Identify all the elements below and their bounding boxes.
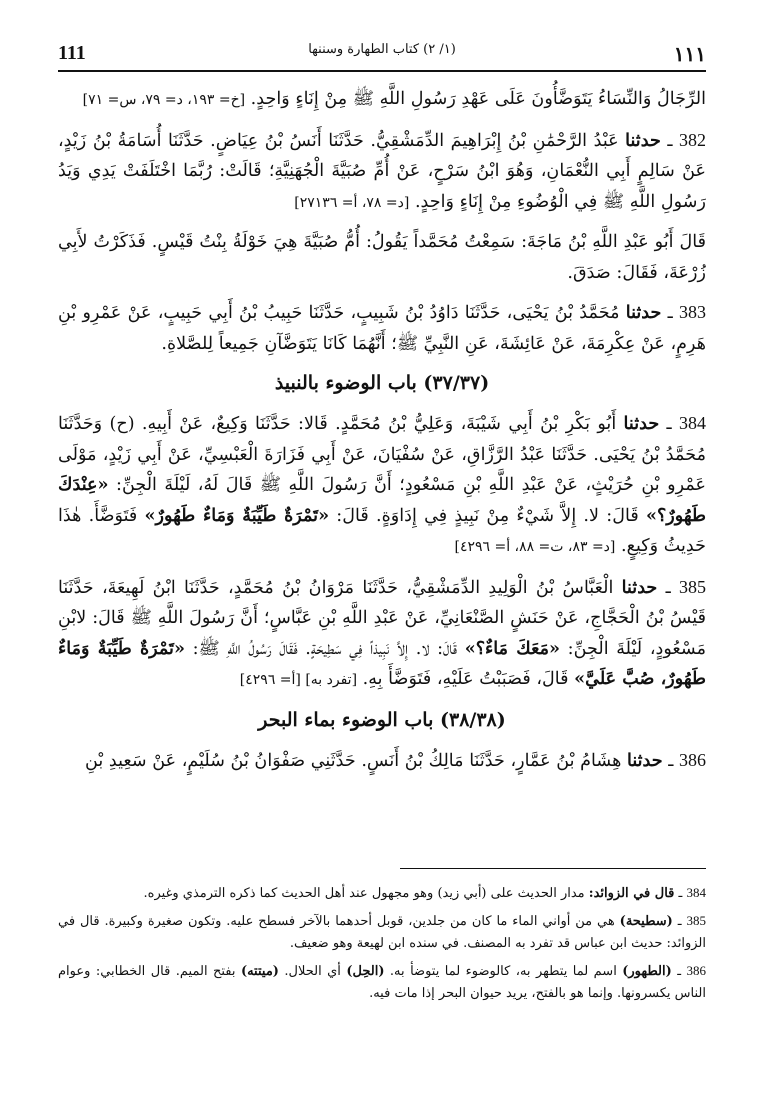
hadith-number: 384 — [679, 413, 706, 433]
footnote-number: 385 — [686, 913, 707, 928]
hadith-386: 386 ـ حدثنا هِشَامُ بْنُ عَمَّارٍ، حَدَّثَنَا مَالِكُ بْنُ أَنَسٍ. حَدَّثَنِي صَفْوَانُ بْنُ سُلَيْمٍ، عَنْ سَعِيدِ بْنِ — [84, 749, 706, 771]
hadith-text: هِشَامُ بْنُ عَمَّارٍ، حَدَّثَنَا مَالِكُ بْنُ أَنَسٍ. حَدَّثَنِي صَفْوَانُ بْنُ سُلَيْمٍ، عَنْ سَعِيدِ بْنِ — [84, 750, 622, 771]
hadith-number: 386 — [679, 749, 706, 770]
hadith-text: عَبْدُ الرَّحْمَٰنِ بْنُ إِبْرَاهِيمَ الدِّمَشْقِيُّ. حَدَّثَنَا أَنَسُ بْنُ عِيَاضٍ. حَدَّثَنَا أُسَامَةُ بْنُ زَيْدٍ، عَنْ سَالِمٍ أَبِي النُّعْمَانِ، وَهُوَ ابْنُ سَرْحٍ، عَنْ أُمِّ صُبَيَّةَ الْجُهَنِيَّةِ؛ قَالَتْ: رُبَّمَا اخْتَلَفَتْ يَدِي وَيَدُ رَسُولِ اللَّهِ ﷺ فِي الْوُضُوءِ مِنْ إِنَاءٍ وَاحِدٍ. — [58, 130, 706, 212]
footnote-text: أي الحلال. — [284, 964, 341, 979]
hadith-number: 383 — [679, 302, 707, 322]
hadith-text: فَتَوَضَّأَ. هٰذَا حَدِيثُ وَكِيعٍ. — [58, 505, 706, 556]
hadith-number: 382 — [679, 129, 707, 150]
footnote-key: قال في الزوائد: — [588, 886, 675, 901]
footnotes — [58, 882, 706, 1010]
running-title: (١/ ٢) كتاب الطهارة وسننها — [308, 42, 456, 57]
footnote-number: 384 — [686, 885, 706, 900]
footnote-386: 386 ـ (الطهور) اسم لما يتطهر به، كالوضوء لما يتوضأ به. (الحِل) أي الحلال. (ميتته) بفتح الميم. قال الخطابي: وعوام الناس يكسرونها. وإنما هو بالفتح، يريد حيوان البحر إذا مات فيه. — [58, 963, 706, 1001]
footnote-text: مدار الحديث على (أبي زيد) وهو مجهول عند أهل الحديث كما ذكره الترمذي وغيره. — [143, 886, 585, 901]
page-number-arabic: ١١١ — [673, 42, 706, 66]
page-number-latin: 111 — [58, 42, 86, 64]
prophetic-quote: «تَمْرَةٌ طَيِّبَةٌ وَمَاءٌ طَهُورٌ» — [144, 504, 330, 526]
cross-reference: [د= ٨٣، ت= ٨٨، أ= ٤٢٩٦] — [454, 539, 616, 555]
hadith-382: 382 ـ حدثنا عَبْدُ الرَّحْمَٰنِ بْنُ إِبْرَاهِيمَ الدِّمَشْقِيُّ. حَدَّثَنَا أَنَسُ بْنُ عِيَاضٍ. حَدَّثَنَا أُسَامَةُ بْنُ زَيْدٍ، عَنْ سَالِمٍ أَبِي النُّعْمَانِ، وَهُوَ ابْنُ سَرْحٍ، عَنْ أُمِّ صُبَيَّةَ الْجُهَنِيَّةِ؛ قَالَتْ: رُبَّمَا اخْتَلَفَتْ يَدِي وَيَدُ رَسُولِ اللَّهِ ﷺ فِي الْوُضُوءِ مِنْ إِنَاءٍ وَاحِدٍ. [د= ٧٨، أ= ٢٧١٣٦] — [58, 129, 707, 212]
page-header — [58, 36, 706, 72]
footnote-key: (الحِل) — [346, 964, 385, 979]
footnote-key: (سطيحة) — [619, 914, 673, 929]
cross-reference: [تفرد به] [أ= ٤٢٩٦] — [239, 672, 358, 688]
footnote-divider — [400, 868, 706, 869]
prophetic-quote: «مَعَكَ مَاءٌ؟» — [464, 637, 561, 659]
hadith-385: 385 ـ حدثنا الْعَبَّاسُ بْنُ الْوَلِيدِ الدِّمَشْقِيُّ، حَدَّثَنَا مَرْوَانُ بْنُ مُحَمَّدٍ، حَدَّثَنَا ابْنُ لَهِيعَةَ، حَدَّثَنَا قَيْسُ بْنُ الْحَجَّاجِ، عَنْ حَنَشٍ الصَّنْعَانِيِّ، عَنْ عَبْدِ اللَّهِ بْنِ عَبَّاسٍ؛ أَنَّ رَسُولَ اللَّهِ ﷺ قَالَ: لابْنِ مَسْعُودٍ، لَيْلَةَ الْجِنِّ: «مَعَكَ مَاءٌ؟» قَالَ: لا. إِلاَّ نَبِيذاً فِي سَطِيحَةٍ. فَقَالَ رَسُولُ اللَّهِ ﷺ: «تَمْرَةٌ طَيِّبَةٌ وَمَاءٌ طَهُورٌ، صُبَّ عَلَيَّ» قَالَ، فَصَبَبْتُ عَلَيْهِ، فَتَوَضَّأَ بِهِ. [تفرد به] [أ= ٤٢٩٦] — [58, 576, 707, 689]
continued-text: الرِّجَالُ وَالنِّسَاءُ يَتَوَضَّأُونَ عَلَى عَهْدِ رَسُولِ اللَّهِ ﷺ مِنْ إِنَاءٍ وَاحِدٍ. — [250, 89, 706, 109]
hadith-lead: حدثنا — [623, 413, 660, 434]
footnote-key: (الطهور) — [622, 964, 672, 979]
footnote-text: هي من أواني الماء ما كان من جلدين، قوبل أحدهما بالآخر فسطح عليه. وتكون صغيرة وكبيرة. قال في الزوائد: حديث ابن عباس قد تفرد به المصنف. في سنده ابن لهيعة وهو ضعيف. — [58, 914, 706, 951]
footnote-number: 386 — [686, 963, 706, 978]
hadith-lead: حدثنا — [621, 576, 658, 598]
footnote-385: 385 ـ (سطيحة) هي من أواني الماء ما كان من جلدين، قوبل أحدهما بالآخر فسطح عليه. وتكون صغيرة وكبيرة. قال في الزوائد: حديث ابن عباس قد تفرد به المصنف. في سنده ابن لهيعة وهو ضعيف. — [58, 913, 707, 951]
header-rule — [58, 70, 706, 72]
footnote-key: (ميتته) — [240, 964, 279, 979]
hadith-text: أَبُو بَكْرِ بْنُ أَبِي شَيْبَةَ، وَعَلِيُّ بْنُ مُحَمَّدٍ. قَالا: حَدَّثَنَا وَكِيعٌ، عَنْ أَبِيهِ. (ح) وَحَدَّثَنَا مُحَمَّدُ بْنُ يَحْيَى. حَدَّثَنَا عَبْدُ الرَّزَّاقِ، عَنْ سُفْيَانَ، عَنْ أَبِي فَزَارَةَ الْعَبْسِيِّ، عَنْ أَبِي زَيْدٍ، مَوْلَى عَمْرِو بْنِ حُرَيْثٍ، عَنْ عَبْدِ اللَّهِ بْنِ مَسْعُودٍ؛ أَنَّ رَسُولَ اللَّهِ ﷺ قَالَ لَهُ، لَيْلَةَ الْجِنِّ: — [58, 414, 706, 495]
prophetic-quote: «عِنْدَكَ طَهُورٌ؟» — [58, 474, 707, 526]
hadith-text: قَالَ: لا. إِلاَّ شَيْءٌ مِنْ نَبِيذٍ فِي إِدَاوَةٍ. قَالَ: — [336, 505, 639, 526]
hadith-384: 384 ـ حدثنا أَبُو بَكْرِ بْنُ أَبِي شَيْبَةَ، وَعَلِيُّ بْنُ مُحَمَّدٍ. قَالا: حَدَّثَنَا وَكِيعٌ، عَنْ أَبِيهِ. (ح) وَحَدَّثَنَا مُحَمَّدُ بْنُ يَحْيَى. حَدَّثَنَا عَبْدُ الرَّزَّاقِ، عَنْ سُفْيَانَ، عَنْ أَبِي فَزَارَةَ الْعَبْسِيِّ، عَنْ أَبِي زَيْدٍ، مَوْلَى عَمْرِو بْنِ حُرَيْثٍ، عَنْ عَبْدِ اللَّهِ بْنِ مَسْعُودٍ؛ أَنَّ رَسُولَ اللَّهِ ﷺ قَالَ لَهُ، لَيْلَةَ الْجِنِّ: «عِنْدَكَ طَهُورٌ؟» قَالَ: لا. إِلاَّ شَيْءٌ مِنْ نَبِيذٍ فِي إِدَاوَةٍ. قَالَ: «تَمْرَةٌ طَيِّبَةٌ وَمَاءٌ طَهُورٌ» فَتَوَضَّأَ. هٰذَا حَدِيثُ وَكِيعٍ. [د= ٨٣، ت= ٨٨، أ= ٤٢٩٦] — [58, 413, 707, 556]
chapter-heading-37: (٣٧/٣٧) باب الوضوء بالنبيذ — [274, 372, 490, 394]
hadith-lead: حدثنا — [626, 749, 663, 771]
hadith-383: 383 ـ حدثنا مُحَمَّدُ بْنُ يَحْيَى، حَدَّثَنَا دَاوُدُ بْنُ شَبِيبٍ، حَدَّثَنَا حَبِيبُ بْنُ أَبِي حَبِيبٍ، عَنْ عَمْرِو بْنِ هَرِمٍ، عَنْ عِكْرِمَةَ، عَنْ عَائِشَةَ، عَنِ النَّبِيِّ ﷺ؛ أَنَّهُمَا كَانَا يَتَوَضَّآنِ جَمِيعاً لِلصَّلاةِ. — [58, 302, 707, 354]
footnote-text: بفتح الميم. قال الخطابي: وعوام الناس يكسرونها. وإنما هو بالفتح، يريد حيوان البحر إذا مات فيه. — [58, 964, 706, 1001]
hadith-text: قَالَ: لا. إِلاَّ نَبِيذاً فِي سَطِيحَةٍ. فَقَالَ رَسُولُ اللَّهِ ﷺ: — [192, 638, 458, 659]
footnote-text: اسم لما يتطهر به، كالوضوء لما يتوضأ به. — [389, 964, 617, 979]
chapter-heading-38: (٣٨/٣٨) باب الوضوء بماء البحر — [258, 708, 506, 731]
cross-reference: [د= ٧٨، أ= ٢٧١٣٦] — [294, 194, 410, 211]
prophetic-quote: «تَمْرَةٌ طَيِّبَةٌ وَمَاءٌ طَهُورٌ، صُبَّ عَلَيَّ» — [58, 637, 706, 689]
hadith-text: الْعَبَّاسُ بْنُ الْوَلِيدِ الدِّمَشْقِيُّ، حَدَّثَنَا مَرْوَانُ بْنُ مُحَمَّدٍ، حَدَّثَنَا ابْنُ لَهِيعَةَ، حَدَّثَنَا قَيْسُ بْنُ الْحَجَّاجِ، عَنْ حَنَشٍ الصَّنْعَانِيِّ، عَنْ عَبْدِ اللَّهِ بْنِ عَبَّاسٍ؛ أَنَّ رَسُولَ اللَّهِ ﷺ قَالَ: لابْنِ مَسْعُودٍ، لَيْلَةَ الْجِنِّ: — [58, 577, 707, 659]
ibn-majah-note: قَالَ أَبُو عَبْدِ اللَّهِ بْنُ مَاجَةَ: سَمِعْتُ مُحَمَّداً يَقُولُ: أُمُّ صُبَيَّةَ هِيَ خَوْلَةُ بِنْتُ قَيْسٍ. فَذَكَرْتُ لأَبِي زُرْعَةَ، فَقَالَ: صَدَقَ. — [58, 232, 706, 283]
main-text — [58, 84, 706, 785]
hadith-lead: حدثنا — [625, 129, 661, 151]
footnote-384: 384 ـ قال في الزوائد: مدار الحديث على (أبي زيد) وهو مجهول عند أهل الحديث كما ذكره الترمذي وغيره. — [143, 885, 706, 901]
hadith-lead: حدثنا — [625, 302, 662, 323]
hadith-text: مُحَمَّدُ بْنُ يَحْيَى، حَدَّثَنَا دَاوُدُ بْنُ شَبِيبٍ، حَدَّثَنَا حَبِيبُ بْنُ أَبِي حَبِيبٍ، عَنْ عَمْرِو بْنِ هَرِمٍ، عَنْ عِكْرِمَةَ، عَنْ عَائِشَةَ، عَنِ النَّبِيِّ ﷺ؛ أَنَّهُمَا كَانَا يَتَوَضَّآنِ جَمِيعاً لِلصَّلاةِ. — [58, 303, 706, 354]
hadith-text: قَالَ، فَصَبَبْتُ عَلَيْهِ، فَتَوَضَّأَ بِهِ. — [362, 669, 569, 689]
hadith-number: 385 — [679, 576, 706, 597]
cross-reference: [خ= ١٩٣، د= ٧٩، س= ٧١] — [82, 92, 246, 108]
continued-hadith — [58, 84, 706, 116]
